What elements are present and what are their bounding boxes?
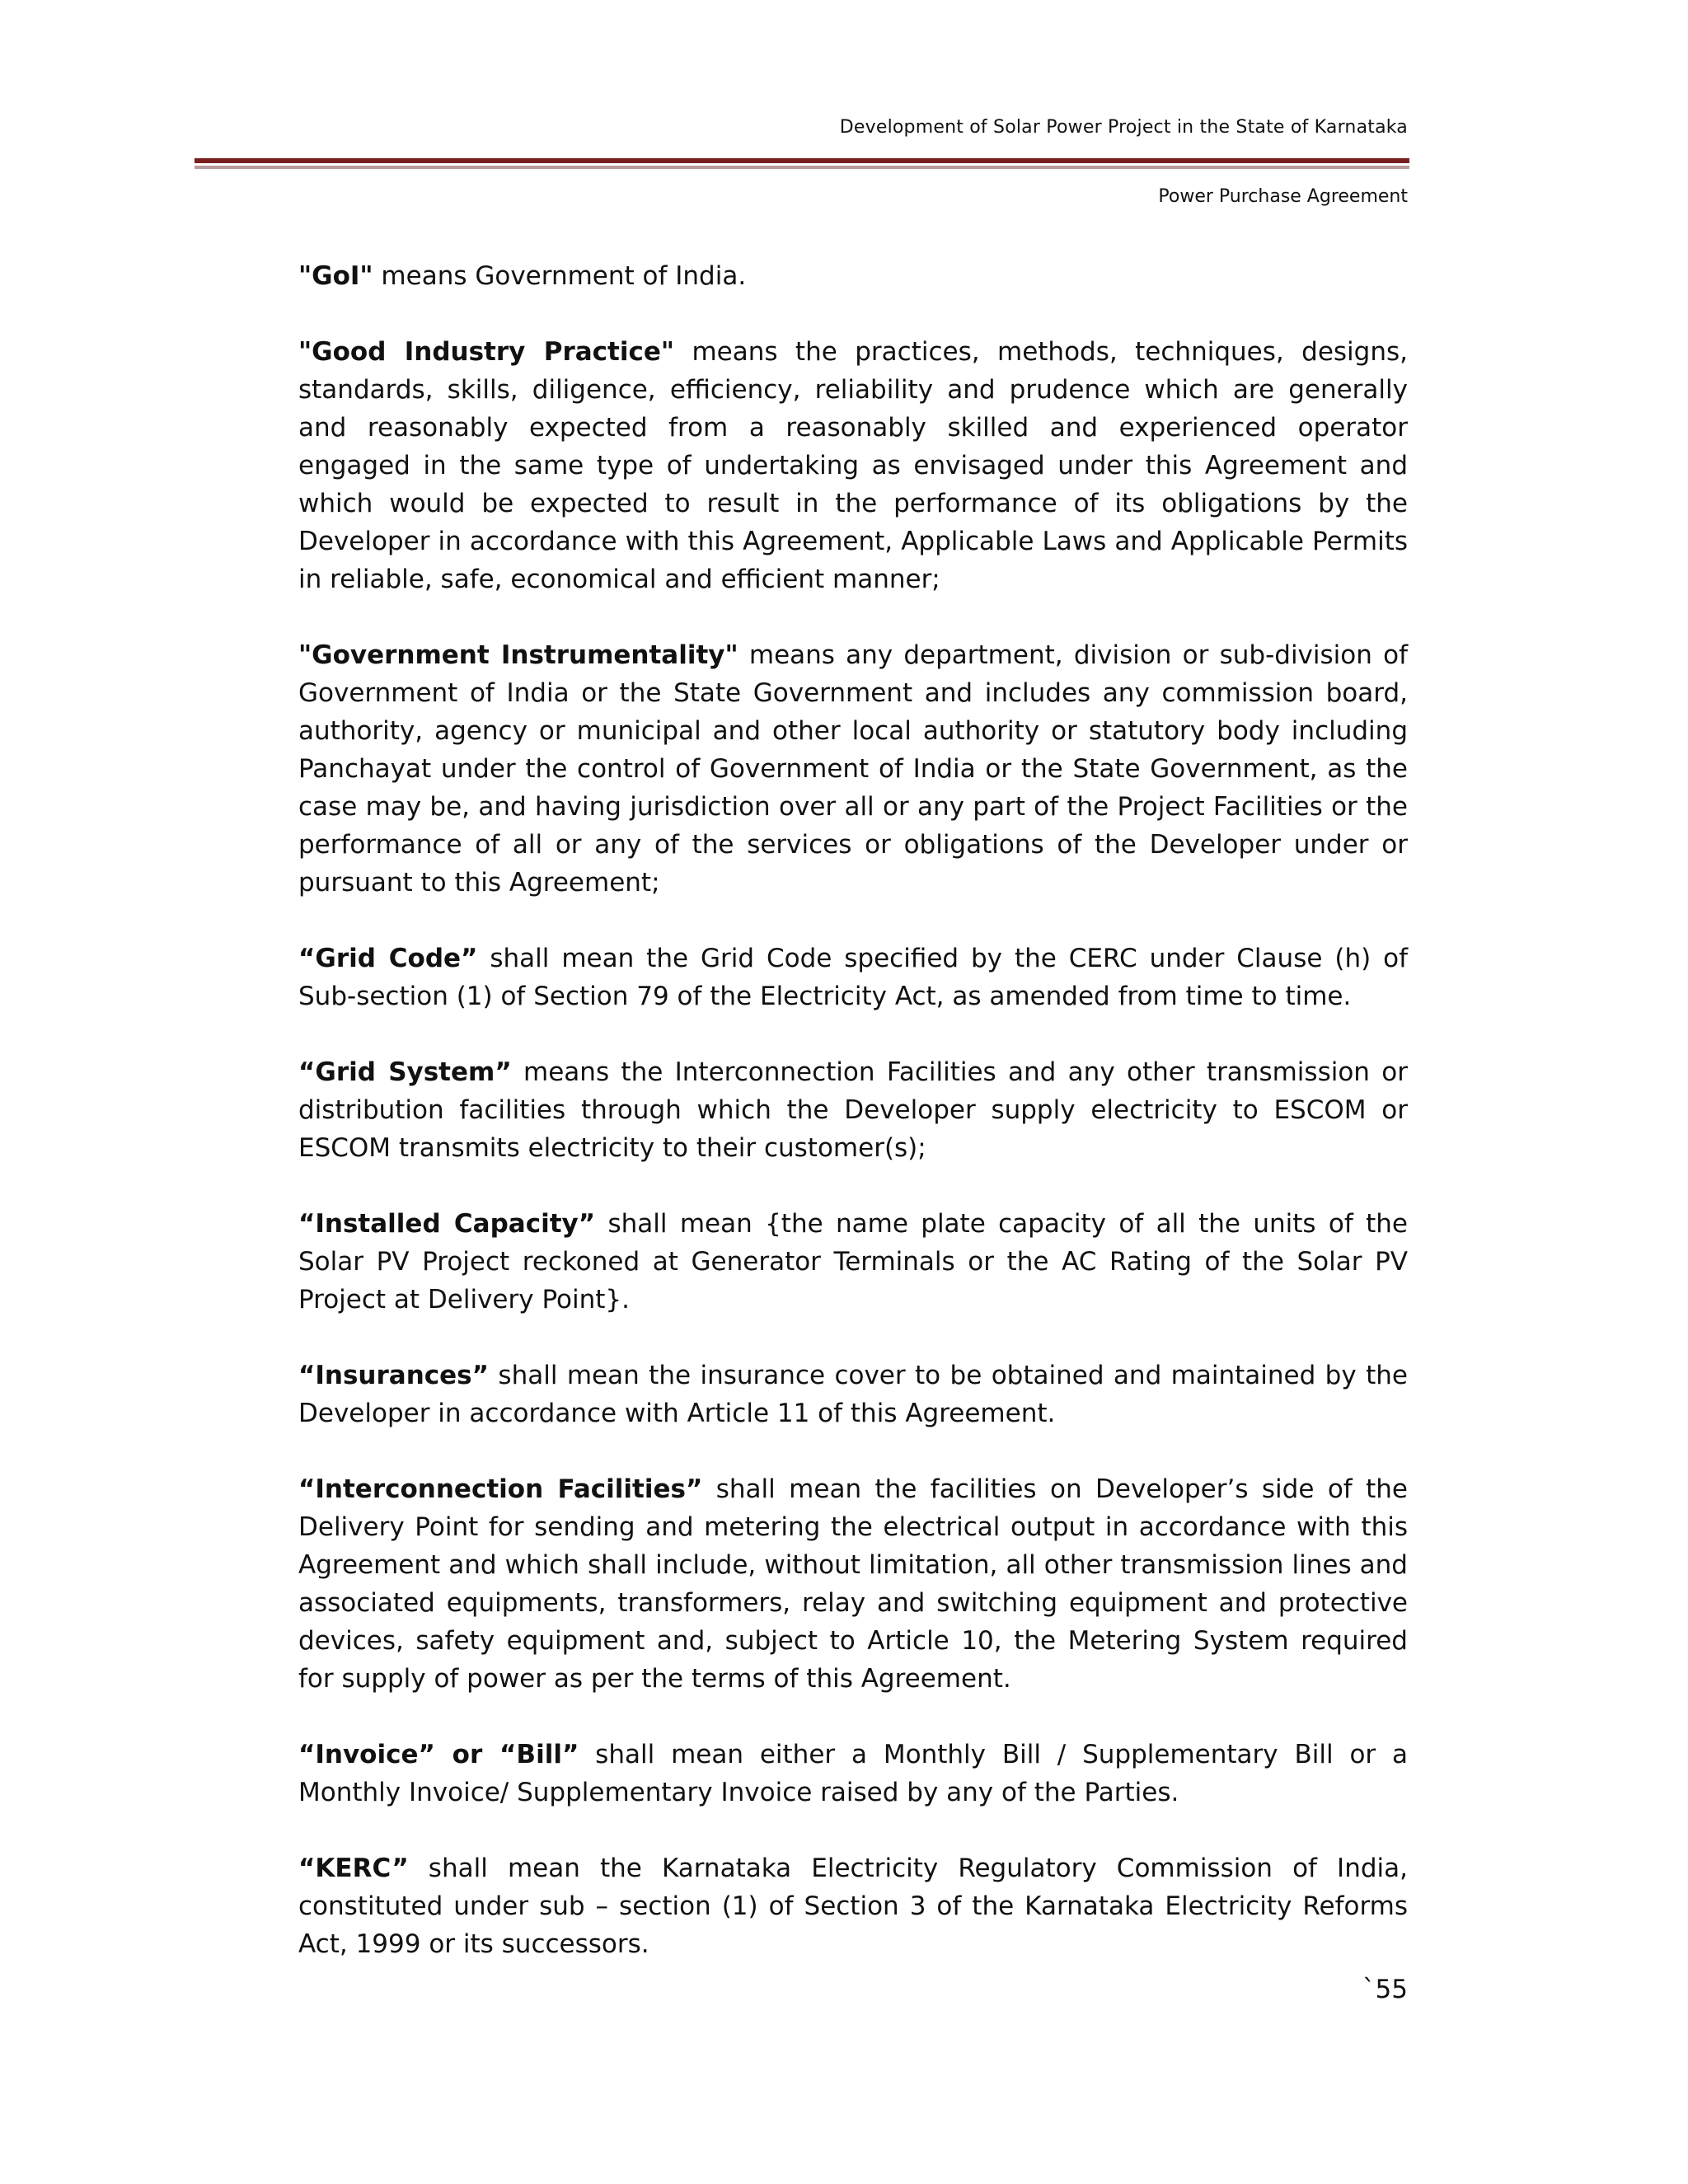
definition-insurances <box>298 1357 1408 1432</box>
definition-text: shall mean the facilities on Developer’s side of the Delivery Point for sending and metering the electrical output in accordance with this Agreement and which shall include, without limitation, all other transmission lines and associated equipments, transformers, relay and switching equipment and protective devices, safety equipment and, subject to Article 10, the Metering System required for supply of power as per the terms of this Agreement. <box>298 1474 1408 1694</box>
definition-term: “Grid Code” <box>298 944 478 973</box>
definition-grid-system <box>298 1053 1408 1167</box>
definition-term: “KERC” <box>298 1854 409 1883</box>
definition-term: “Installed Capacity” <box>298 1209 596 1239</box>
definition-term: "GoI" <box>298 261 373 291</box>
definition-term: “Invoice” or “Bill” <box>298 1740 579 1769</box>
definition-kerc <box>298 1849 1408 1963</box>
header-title: Development of Solar Power Project in the State of Karnataka <box>839 117 1408 138</box>
definition-government-instrumentality <box>298 636 1408 902</box>
header-rule <box>195 158 1409 163</box>
definition-text: means the Interconnection Facilities and any other transmission or distribution facilities through which the Developer supply electricity to ESCOM or ESCOM transmits electricity to their customer(s); <box>298 1057 1408 1163</box>
definition-term: “Insurances” <box>298 1361 490 1390</box>
definition-text: shall mean the Grid Code specified by the CERC under Clause (h) of Sub-section (1) of Section 79 of the Electricity Act, as amended from time to time. <box>298 944 1408 1011</box>
definition-goi <box>298 257 1408 295</box>
definition-text: shall mean the insurance cover to be obtained and maintained by the Developer in accordance with Article 11 of this Agreement. <box>298 1361 1408 1428</box>
definition-term: “Interconnection Facilities” <box>298 1474 703 1504</box>
definition-text: means any department, division or sub-division of Government of India or the State Government and includes any commission board, authority, agency or municipal and other local authority or statutory body including Panchayat under the control of Government of India or the State Government, as the case may be, and having jurisdiction over all or any part of the Project Facilities or the performance of all or any of the services or obligations of the Developer under or pursuant to this Agreement; <box>298 640 1408 898</box>
header-subtitle: Power Purchase Agreement <box>1158 186 1408 207</box>
definition-invoice-or-bill <box>298 1736 1408 1811</box>
definition-text: shall mean the Karnataka Electricity Regulatory Commission of India, constituted under sub – section (1) of Section 3 of the Karnataka Electricity Reforms Act, 1999 or its successors. <box>298 1854 1408 1959</box>
definition-good-industry-practice <box>298 333 1408 598</box>
definition-term: "Good Industry Practice" <box>298 337 675 367</box>
page-number: `55 <box>1362 1975 1408 2004</box>
definition-term: “Grid System” <box>298 1057 512 1087</box>
definition-text: shall mean {the name plate capacity of all the units of the Solar PV Project reckoned at Generator Terminals or the AC Rating of the Solar PV Project at Delivery Point}. <box>298 1209 1409 1315</box>
definition-installed-capacity <box>298 1205 1408 1319</box>
header-rule-secondary <box>195 166 1409 169</box>
definitions-list <box>298 257 1408 2001</box>
definition-grid-code <box>298 940 1408 1015</box>
definition-text: means Government of India. <box>373 261 747 291</box>
definition-interconnection-facilities <box>298 1470 1408 1698</box>
definition-term: "Government Instrumentality" <box>298 640 738 670</box>
definition-text: means the practices, methods, techniques, designs, standards, skills, diligence, efficiency, reliability and prudence which are generally and reasonably expected from a reasonably skilled and experienced operator engaged in the same type of undertaking as envisaged under this Agreement and which would be expected to result in the performance of its obligations by the Developer in accordance with this Agreement, Applicable Laws and Applicable Permits in reliable, safe, economical and efficient manner; <box>298 337 1408 594</box>
definition-text: shall mean either a Monthly Bill / Supplementary Bill or a Monthly Invoice/ Supplementary Invoice raised by any of the Parties. <box>298 1740 1409 1807</box>
